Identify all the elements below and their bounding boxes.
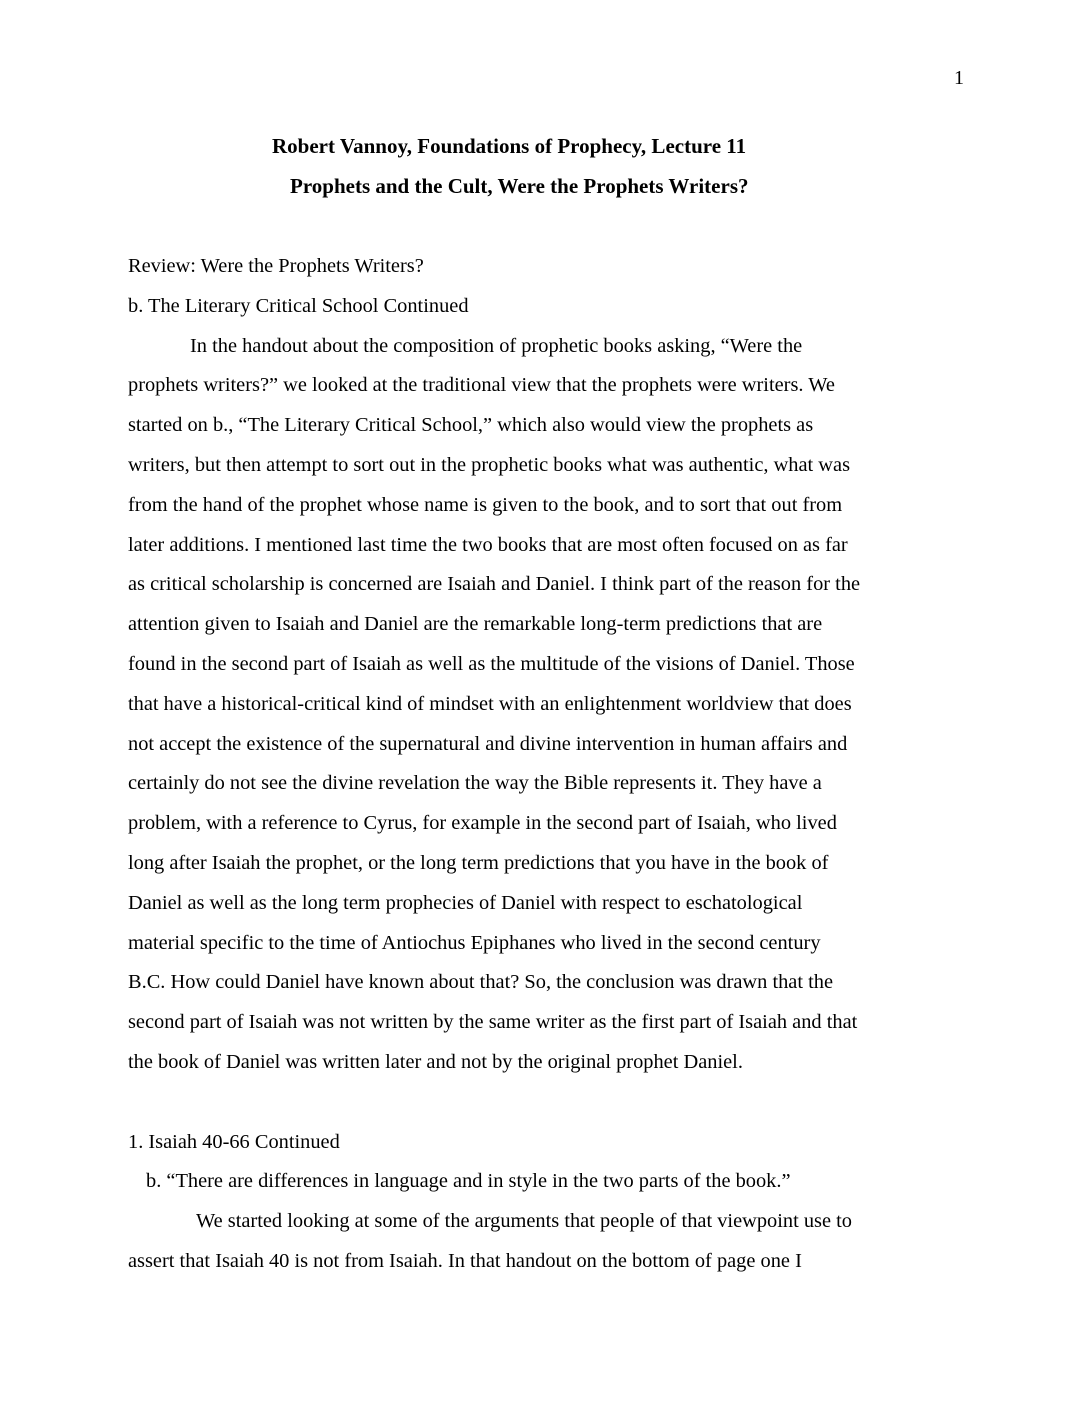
paragraph-line: prophets writers?” we looked at the traditional view that the prophets were writers. We [128,374,835,397]
paragraph-2 [128,1202,960,1282]
title-line-1: Robert Vannoy, Foundations of Prophecy, Lecture 11 [272,134,747,158]
title-line-2: Prophets and the Cult, Were the Prophets Writers? [290,174,749,198]
paragraph-line: We started looking at some of the arguments that people of that viewpoint use to [196,1210,852,1233]
paragraph-line: writers, but then attempt to sort out in the prophetic books what was authentic, what was [128,453,851,476]
blank-line [128,1083,960,1123]
paragraph-line: started on b., “The Literary Critical School,” which also would view the prophets as [128,414,814,437]
page-number: 1 [954,67,964,89]
lecture-title [0,126,1088,206]
paragraph-line: assert that Isaiah 40 is not from Isaiah. In that handout on the bottom of page one I [128,1249,802,1272]
paragraph-1 [128,327,960,1083]
paragraph-line: second part of Isaiah was not written by the same writer as the first part of Isaiah and that [128,1011,858,1034]
paragraph-line: that have a historical-critical kind of mindset with an enlightenment worldview that does [128,692,852,715]
review-heading: Review: Were the Prophets Writers? [128,255,424,277]
section-b-heading: b. The Literary Critical School Continued [128,294,469,317]
paragraph-line: found in the second part of Isaiah as well as the multitude of the visions of Daniel. Those [128,652,855,675]
paragraph-line: the book of Daniel was written later and not by the original prophet Daniel. [128,1050,743,1073]
paragraph-line: not accept the existence of the supernatural and divine intervention in human affairs and [128,732,848,755]
section-1-heading: 1. Isaiah 40-66 Continued [128,1130,340,1153]
paragraph-line: material specific to the time of Antiochus Epiphanes who lived in the second century [128,931,821,954]
paragraph-line: problem, with a reference to Cyrus, for example in the second part of Isaiah, who lived [128,812,837,835]
paragraph-line: attention given to Isaiah and Daniel are the remarkable long-term predictions that are [128,613,823,636]
paragraph-line: Daniel as well as the long term prophecies of Daniel with respect to eschatological [128,891,803,914]
paragraph-line: as critical scholarship is concerned are Isaiah and Daniel. I think part of the reason for the [128,573,861,596]
paragraph-line: B.C. How could Daniel have known about that? So, the conclusion was drawn that the [128,971,834,994]
paragraph-line: long after Isaiah the prophet, or the long term predictions that you have in the book of [128,851,829,874]
paragraph-line: later additions. I mentioned last time the two books that are most often focused on as far [128,533,848,556]
subsection-b-heading: b. “There are differences in language and in style in the two parts of the book.” [146,1170,791,1193]
paragraph-line: In the handout about the composition of prophetic books asking, “Were the [190,334,803,357]
paragraph-line: from the hand of the prophet whose name is given to the book, and to sort that out from [128,493,843,516]
document-body [128,247,960,1282]
paragraph-line: certainly do not see the divine revelation the way the Bible represents it. They have a [128,772,822,795]
